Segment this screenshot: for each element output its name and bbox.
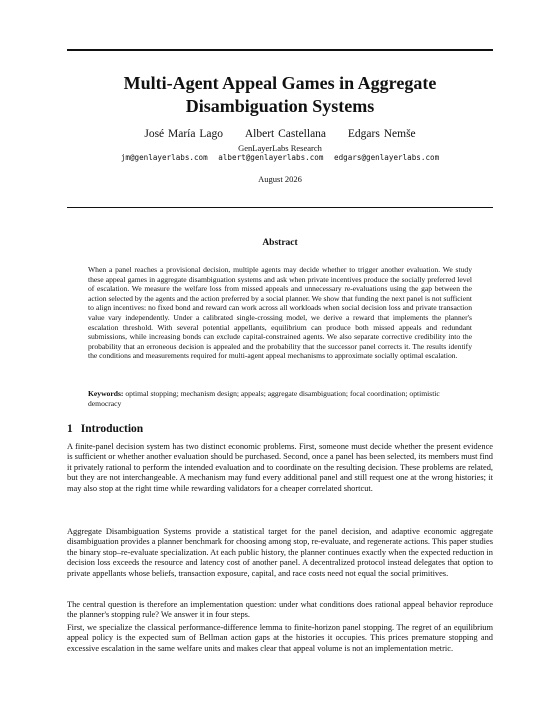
section-title: Introduction <box>80 423 144 435</box>
body-paragraph: The central question is therefore an implementation question: under what conditions does rational appeal behavior reproduce the planner's stopping rule? We answer it in four steps. <box>67 600 493 620</box>
author-name: Edgars Nemše <box>347 128 416 140</box>
bottom-rule <box>67 207 493 208</box>
abstract-heading: Abstract <box>262 238 298 248</box>
author-email[interactable]: jm@genlayerlabs.com <box>120 153 208 162</box>
author-email[interactable]: edgars@genlayerlabs.com <box>334 153 440 162</box>
body-paragraph: Aggregate Disambiguation Systems provide a statistical target for the panel decision, and adaptive economic aggregate disambiguation provides a planner benchmark for choosing among stop, re-evaluate, and regenerate actions. This paper studies the binary stop–re-evaluate specialization. At each public history, the planner continues exactly when the expected reduction in decision loss exceeds the resource and latency cost of another panel. A decentralized protocol instead delegates that option to private appellants whose beliefs, transaction exposure, capital, and race costs need not equal the social primitives. <box>67 527 493 578</box>
abstract-text: When a panel reaches a provisional decision, multiple agents may decide whether to trigger another evaluation. We study these appeal games in aggregate disambiguation systems and ask when private incentives produce the socially preferred level of escalation. We measure the welfare loss from missed appeals and unnecessary re-evaluations using the gap between the action selected by the agents and the action preferred by a social planner. We show that funding the next panel is not sufficient to align incentives: no fixed bond and reward can work across all workloads when social decision loss and private transaction value vary independently. Under a calibrated single-crossing model, we derive a reward that implements the planner's escalation threshold. With several potential appellants, equilibrium can produce both missed appeals and redundant submissions, while increasing bonds can exclude capital-constrained agents. We also separate corrective credibility into the probability that an erroneous decision is appealed and the probability that the successor panel corrects it. The results identify the conditions and measurements required for multi-agent appeal mechanisms to approximate socially optimal escalation. <box>88 265 472 361</box>
keywords-label: Keywords: <box>88 389 124 398</box>
top-rule <box>67 49 493 51</box>
paper-title: Multi-Agent Appeal Games in Aggregate Disambiguation Systems <box>123 73 437 116</box>
keywords-list: optimal stopping; mechanism design; appeals; aggregate disambiguation; focal coordination; optimistic democracy <box>88 389 440 408</box>
paper-date: August 2026 <box>258 174 302 184</box>
body-paragraph: First, we specialize the classical performance-difference lemma to finite-horizon panel stopping. The regret of an equilibrium appeal policy is the expected sum of Bellman action gaps at the histories it occupies. This prices premature stopping and excessive escalation in the same welfare units and makes clear that appeal volume is not an implementation metric. <box>67 623 493 653</box>
author-name: José María Lago <box>144 128 223 140</box>
author-list <box>67 127 493 141</box>
keywords <box>88 389 472 408</box>
email-list <box>67 153 493 163</box>
affiliation: GenLayerLabs Research <box>238 143 322 153</box>
body-paragraph: A finite-panel decision system has two distinct economic problems. First, someone must decide whether the present evidence is sufficient or whether another evaluation should be purchased. Second, once a panel has been selected, its members must find it privately rational to perform the intended evaluation and to coordinate on the resulting decision. These problems are related, but they are not interchangeable. A mechanism may fund every additional panel and still request one at the wrong histories; it may also stop at the right time while rewarding validators for a cheaper correlated shortcut. <box>67 442 493 493</box>
author-email[interactable]: albert@genlayerlabs.com <box>218 153 324 162</box>
section-heading <box>67 422 493 436</box>
author-name: Albert Castellana <box>244 128 327 140</box>
section-number: 1 <box>67 423 73 435</box>
